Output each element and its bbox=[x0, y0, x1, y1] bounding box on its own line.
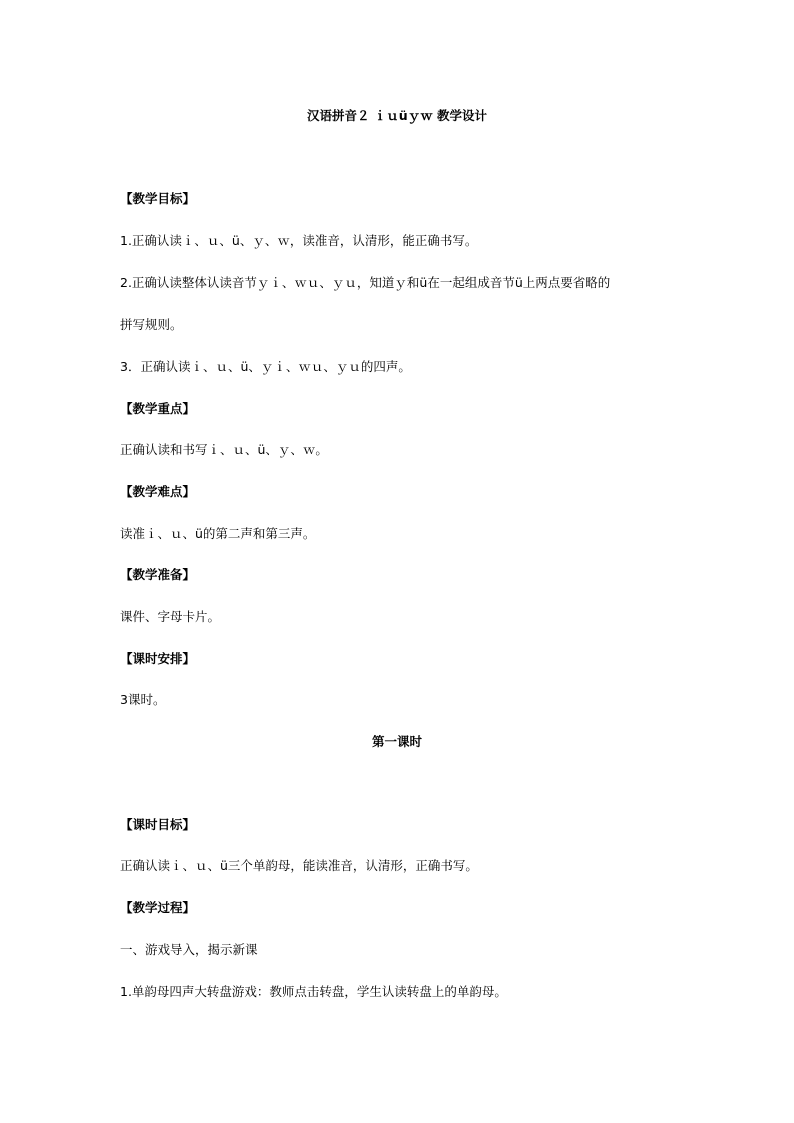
lesson-1-goal-text: 正确认读ｉ、ｕ、ü三个单韵母，能读准音，认清形，正确书写。 bbox=[120, 858, 478, 873]
document-title: 汉语拼音２ ｉｕüｙｗ 教学设计 bbox=[306, 108, 488, 123]
schedule-heading: 【课时安排】 bbox=[120, 651, 196, 666]
focus-text: 正确认读和书写ｉ、ｕ、ü、ｙ、ｗ。 bbox=[120, 442, 328, 457]
goal-1: 1.正确认读ｉ、ｕ、ü、ｙ、ｗ，读准音，认清形，能正确书写。 bbox=[120, 233, 478, 248]
goal-2-line-2: 拼写规则。 bbox=[120, 317, 183, 332]
focus-heading: 【教学重点】 bbox=[120, 401, 196, 416]
difficulty-heading: 【教学难点】 bbox=[120, 484, 196, 499]
lesson-1-title: 第一课时 bbox=[371, 734, 422, 749]
prep-heading: 【教学准备】 bbox=[120, 567, 196, 582]
process-heading: 【教学过程】 bbox=[120, 900, 196, 915]
process-step-1-1: 1.单韵母四声大转盘游戏：教师点击转盘，学生认读转盘上的单韵母。 bbox=[120, 984, 507, 999]
prep-text: 课件、字母卡片。 bbox=[120, 609, 221, 624]
difficulty-text: 读准ｉ、ｕ、ü的第二声和第三声。 bbox=[120, 526, 316, 541]
process-step-1: 一、游戏导入，揭示新课 bbox=[120, 942, 258, 957]
goals-heading: 【教学目标】 bbox=[120, 191, 196, 206]
lesson-1-goal-heading: 【课时目标】 bbox=[120, 817, 196, 832]
goal-3: 3．正确认读ｉ、ｕ、ü、ｙｉ、ｗｕ、ｙｕ的四声。 bbox=[120, 359, 411, 374]
goal-2-line-1: 2.正确认读整体认读音节ｙｉ、ｗｕ、ｙｕ，知道ｙ和ü在一起组成音节ü上两点要省略的 bbox=[120, 275, 611, 290]
schedule-text: 3课时。 bbox=[120, 692, 166, 707]
